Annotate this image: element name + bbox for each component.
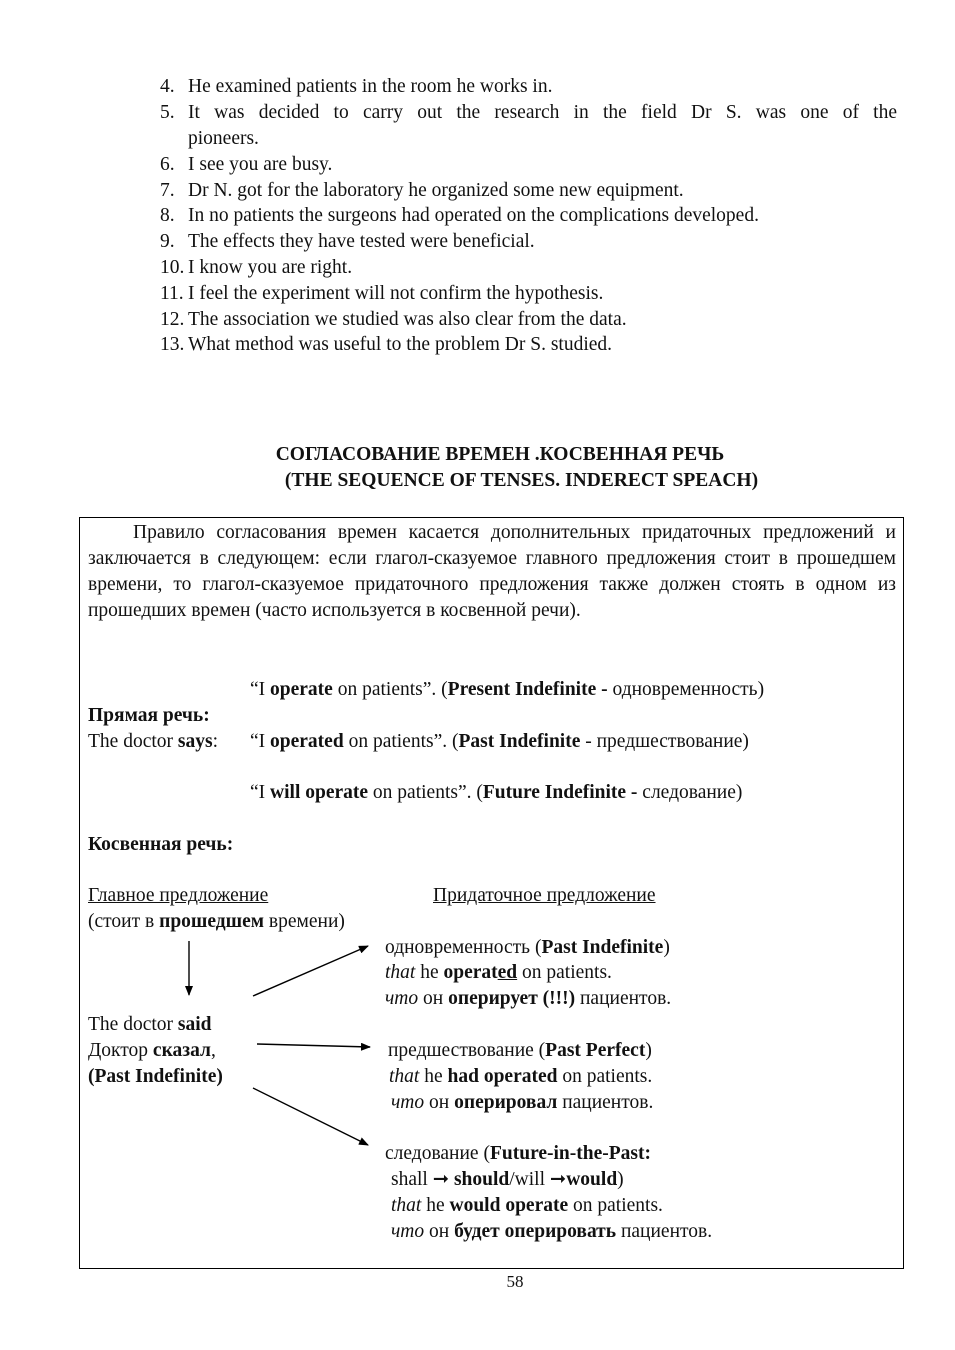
main-clause-header: Главное предложение bbox=[88, 885, 269, 906]
branch-simultaneous-example-en: that he operated on patients. bbox=[385, 962, 612, 983]
arrow-to-simultaneous bbox=[253, 946, 368, 996]
arrow-right-icon: ➞ bbox=[549, 1169, 567, 1190]
main-clause-tense: (Past Indefinite) bbox=[88, 1066, 223, 1087]
direct-speaker: The doctor says: bbox=[88, 731, 218, 752]
branch-following-modal-shift: shall ➞ should/will ➞would) bbox=[391, 1169, 624, 1190]
branch-prior-example-en: that he had operated on patients. bbox=[389, 1066, 653, 1087]
branch-following-example-en: that he would operate on patients. bbox=[391, 1195, 663, 1216]
direct-example-past: “I operated on patients”. (Past Indefinite - предшествование) bbox=[250, 731, 749, 752]
arrow-to-following bbox=[253, 1088, 368, 1145]
list-item: 11. I feel the experiment will not confirm the hypothesis. bbox=[160, 283, 604, 304]
main-clause-ru: Доктор сказал, bbox=[88, 1040, 216, 1061]
section-heading-en: (THE SEQUENCE OF TENSES. INDERECT SPEACH) bbox=[284, 470, 759, 491]
list-item-continuation: pioneers. bbox=[188, 128, 259, 149]
list-item: 8. In no patients the surgeons had operated on the complications developed. bbox=[160, 205, 759, 226]
direct-example-future: “I will operate on patients”. (Future Indefinite - следование) bbox=[250, 782, 743, 803]
direct-example-present: “I operate on patients”. (Present Indefinite - одновременность) bbox=[250, 679, 765, 700]
branch-simultaneous-example-ru: что он оперирует (!!!) пациентов. bbox=[385, 988, 672, 1009]
list-item: 10. I know you are right. bbox=[160, 257, 353, 278]
arrow-right-icon: ➞ bbox=[432, 1169, 454, 1190]
list-item: 5. It was decided to carry out the research in the field Dr S. was one of the bbox=[160, 102, 897, 123]
arrow-to-prior bbox=[257, 1044, 370, 1047]
list-item: 13. What method was useful to the problem Dr S. studied. bbox=[160, 334, 613, 355]
section-heading-ru: СОГЛАСОВАНИЕ ВРЕМЕН .КОСВЕННАЯ РЕЧЬ bbox=[275, 444, 725, 465]
rule-paragraph: Правило согласования времен касается дополнительных придаточных предложений и заключается в следующем: если глагол-сказуемое главного предложения стоит в прошедшем времени, то глагол-сказуемое придаточного предложения также должен стоять в одном из прошедших времен (часто используется в косвенной речи). bbox=[88, 522, 896, 621]
branch-simultaneous-label: одновременность (Past Indefinite) bbox=[385, 937, 670, 958]
branch-prior-label: предшествование (Past Perfect) bbox=[388, 1040, 652, 1061]
main-clause-en: The doctor said bbox=[88, 1014, 212, 1035]
page-number: 58 bbox=[506, 1272, 524, 1291]
list-item: 12. The association we studied was also clear from the data. bbox=[160, 309, 627, 330]
list-item: 6. I see you are busy. bbox=[160, 154, 333, 175]
main-clause-note: (стоит в прошедшем времени) bbox=[88, 911, 345, 932]
branch-prior-example-ru: что он оперировал пациентов. bbox=[391, 1092, 654, 1113]
branch-following-label: следование (Future-in-the-Past: bbox=[385, 1143, 651, 1164]
branch-following-example-ru: что он будет оперировать пациентов. bbox=[391, 1221, 713, 1242]
list-item: 7. Dr N. got for the laboratory he organized some new equipment. bbox=[160, 180, 684, 201]
list-item: 4. He examined patients in the room he works in. bbox=[160, 76, 553, 97]
subordinate-clause-header: Придаточное предложение bbox=[433, 885, 656, 906]
indirect-speech-title: Косвенная речь: bbox=[88, 834, 234, 855]
list-item: 9. The effects they have tested were beneficial. bbox=[160, 231, 535, 252]
direct-speech-title: Прямая речь: bbox=[88, 705, 210, 726]
